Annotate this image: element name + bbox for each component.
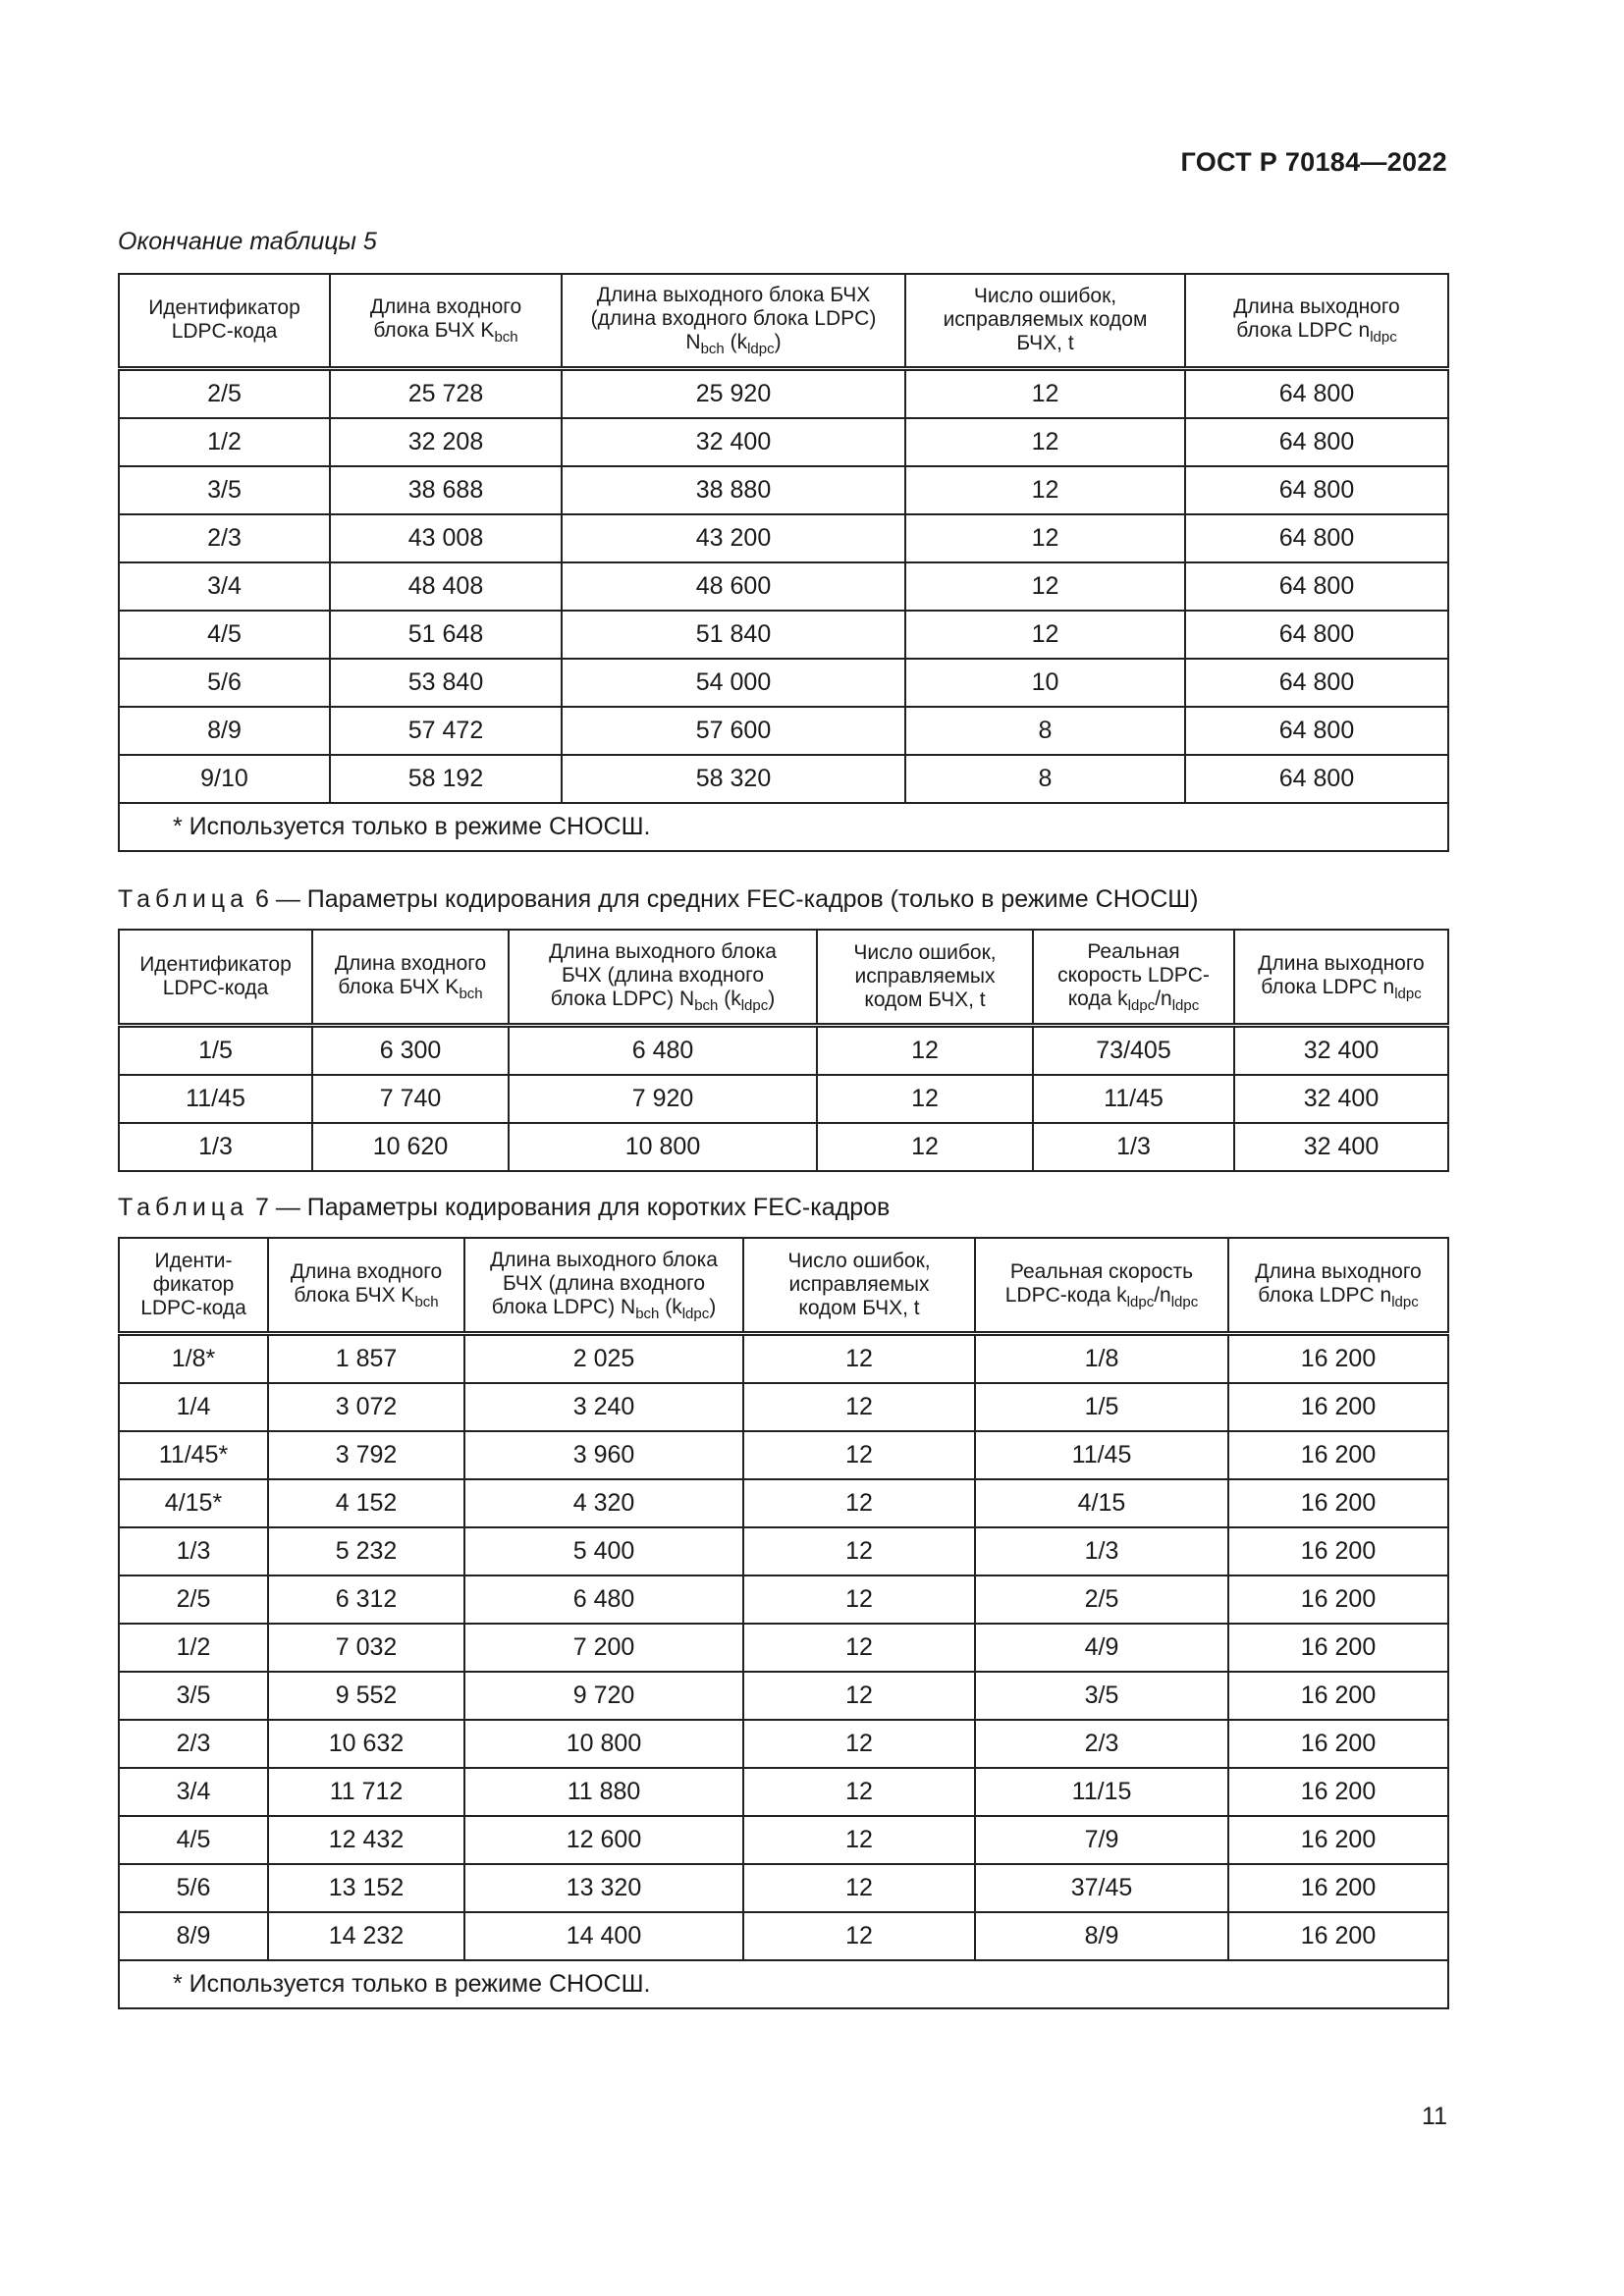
table6-header-errors: Число ошибок, исправляемых кодом БЧХ, t (817, 930, 1033, 1025)
table-cell: 8 (905, 755, 1185, 803)
table-cell: 12 (905, 466, 1185, 514)
table-cell: 16 200 (1228, 1624, 1448, 1672)
table-cell: 16 200 (1228, 1431, 1448, 1479)
table-cell: 12 (743, 1768, 975, 1816)
table-cell: 7 200 (464, 1624, 743, 1672)
table-cell: 64 800 (1185, 368, 1448, 418)
table-cell: 51 840 (562, 611, 905, 659)
table6 (118, 929, 1449, 1172)
table-cell: 10 800 (509, 1123, 817, 1171)
table-cell: 6 480 (509, 1025, 817, 1075)
table-cell: 32 400 (562, 418, 905, 466)
table-cell: 1/3 (1033, 1123, 1234, 1171)
table-cell: 64 800 (1185, 707, 1448, 755)
table-cell: 3 960 (464, 1431, 743, 1479)
table-cell: 2/3 (119, 1720, 268, 1768)
table-cell: 16 200 (1228, 1333, 1448, 1383)
table-cell: 16 200 (1228, 1912, 1448, 1960)
table7-note-row (119, 1960, 1448, 2008)
table-cell: 12 (905, 368, 1185, 418)
table7-footnote: * Используется только в режиме СНОСШ. (119, 1960, 1448, 2008)
table-cell: 4/9 (975, 1624, 1228, 1672)
table-row (119, 707, 1448, 755)
table-cell: 32 400 (1234, 1075, 1448, 1123)
table-cell: 12 (817, 1123, 1033, 1171)
table-cell: 64 800 (1185, 562, 1448, 611)
table-cell: 1 857 (268, 1333, 464, 1383)
table-row (119, 562, 1448, 611)
table-cell: 11/45 (119, 1075, 312, 1123)
table-cell: 58 192 (330, 755, 562, 803)
table6-header-row (119, 930, 1448, 1025)
table-cell: 12 (743, 1383, 975, 1431)
table6-header-ldpc-rate: Реальная скорость LDPC- кода $k_{ldpc}/n_{ldpc}$ (1033, 930, 1234, 1025)
table-cell: 2/3 (975, 1720, 1228, 1768)
table-cell: 1/3 (119, 1527, 268, 1575)
table-row (119, 514, 1448, 562)
table-cell: 12 (905, 418, 1185, 466)
table-cell: 57 472 (330, 707, 562, 755)
table-cell: 12 600 (464, 1816, 743, 1864)
table-row (119, 368, 1448, 418)
table-cell: 9/10 (119, 755, 330, 803)
table-cell: 1/4 (119, 1383, 268, 1431)
table-cell: 64 800 (1185, 514, 1448, 562)
table-cell: 37/45 (975, 1864, 1228, 1912)
table5-footnote: * Используется только в режиме СНОСШ. (119, 803, 1448, 851)
table-row (119, 611, 1448, 659)
table-cell: 12 (743, 1624, 975, 1672)
table-cell: 14 232 (268, 1912, 464, 1960)
table-cell: 5/6 (119, 1864, 268, 1912)
table-cell: 11/45 (975, 1431, 1228, 1479)
table-cell: 12 (743, 1816, 975, 1864)
table5-continuation-caption: Окончание таблицы 5 (118, 228, 377, 255)
table7-header-ldpc-rate: Реальная скорость LDPC-кода $k_{ldpc}/n_{ldpc}$ (975, 1238, 1228, 1333)
table-row (119, 1720, 1448, 1768)
table-cell: 8 (905, 707, 1185, 755)
table-cell: 3/4 (119, 1768, 268, 1816)
table-cell: 5/6 (119, 659, 330, 707)
table-cell: 1/8 (975, 1333, 1228, 1383)
table-cell: 12 (743, 1431, 975, 1479)
table-row (119, 1123, 1448, 1171)
table-cell: 5 400 (464, 1527, 743, 1575)
table-row (119, 659, 1448, 707)
table-cell: 12 432 (268, 1816, 464, 1864)
table-row (119, 466, 1448, 514)
table-row (119, 1624, 1448, 1672)
table-cell: 38 880 (562, 466, 905, 514)
table-cell: 14 400 (464, 1912, 743, 1960)
table5-header-row (119, 274, 1448, 368)
table-cell: 10 800 (464, 1720, 743, 1768)
table-cell: 8/9 (119, 1912, 268, 1960)
table-cell: 32 400 (1234, 1025, 1448, 1075)
table6-caption-text: 6 — Параметры кодирования для средних FEC-кадров (только в режиме СНОСШ) (254, 885, 1199, 913)
table-cell: 2/5 (975, 1575, 1228, 1624)
table-cell: 1/2 (119, 418, 330, 466)
table-row (119, 1816, 1448, 1864)
table5-header-ldpc-output: Длина выходного блока LDPC $n_{ldpc}$ (1185, 274, 1448, 368)
table-cell: 12 (905, 514, 1185, 562)
table-row (119, 1479, 1448, 1527)
table-cell: 3/5 (119, 1672, 268, 1720)
table7 (118, 1237, 1449, 2009)
table-cell: 10 620 (312, 1123, 509, 1171)
table-row (119, 1864, 1448, 1912)
table-cell: 7 920 (509, 1075, 817, 1123)
table-cell: 7 032 (268, 1624, 464, 1672)
table-cell: 7/9 (975, 1816, 1228, 1864)
table-row (119, 1075, 1448, 1123)
table-cell: 9 552 (268, 1672, 464, 1720)
table-cell: 6 300 (312, 1025, 509, 1075)
table5-header-bch-input: Длина входного блока БЧХ $K_{bch}$ (330, 274, 562, 368)
table-cell: 3 072 (268, 1383, 464, 1431)
table-cell: 3 240 (464, 1383, 743, 1431)
table-cell: 12 (743, 1864, 975, 1912)
page-number: 11 (1422, 2103, 1447, 2130)
table-row (119, 1912, 1448, 1960)
table-cell: 1/8* (119, 1333, 268, 1383)
table-cell: 57 600 (562, 707, 905, 755)
table-cell: 12 (743, 1575, 975, 1624)
table-cell: 2/5 (119, 368, 330, 418)
table-cell: 16 200 (1228, 1672, 1448, 1720)
table-cell: 8/9 (119, 707, 330, 755)
table-cell: 2/3 (119, 514, 330, 562)
table-cell: 4 320 (464, 1479, 743, 1527)
table-cell: 64 800 (1185, 418, 1448, 466)
table-row (119, 1025, 1448, 1075)
table-cell: 12 (905, 562, 1185, 611)
table-cell: 1/5 (975, 1383, 1228, 1431)
table-cell: 11 880 (464, 1768, 743, 1816)
table-cell: 3/5 (119, 466, 330, 514)
table-cell: 6 312 (268, 1575, 464, 1624)
table-cell: 51 648 (330, 611, 562, 659)
table-row (119, 1431, 1448, 1479)
table6-header-bch-output: Длина выходного блока БЧХ (длина входного блока LDPC) $N_{bch}$ $(k_{ldpc})$ (509, 930, 817, 1025)
table-cell: 48 408 (330, 562, 562, 611)
table-row (119, 755, 1448, 803)
table-cell: 12 (743, 1479, 975, 1527)
table-cell: 43 200 (562, 514, 905, 562)
table7-caption (118, 1194, 890, 1222)
table-cell: 10 (905, 659, 1185, 707)
table-cell: 12 (743, 1672, 975, 1720)
table-cell: 11/45 (1033, 1075, 1234, 1123)
table-cell: 11 712 (268, 1768, 464, 1816)
table-cell: 64 800 (1185, 755, 1448, 803)
table-cell: 16 200 (1228, 1768, 1448, 1816)
table-cell: 12 (743, 1912, 975, 1960)
table-cell: 64 800 (1185, 659, 1448, 707)
table5-note-row (119, 803, 1448, 851)
table-cell: 32 208 (330, 418, 562, 466)
table-cell: 3/4 (119, 562, 330, 611)
table-cell: 3 792 (268, 1431, 464, 1479)
table-cell: 64 800 (1185, 466, 1448, 514)
table-cell: 43 008 (330, 514, 562, 562)
table-row (119, 1333, 1448, 1383)
table-cell: 64 800 (1185, 611, 1448, 659)
table-cell: 1/3 (975, 1527, 1228, 1575)
table-cell: 53 840 (330, 659, 562, 707)
table7-header-ldpc-id: Иденти- фикатор LDPC-кода (119, 1238, 268, 1333)
table-cell: 58 320 (562, 755, 905, 803)
table-row (119, 1768, 1448, 1816)
table-cell: 16 200 (1228, 1816, 1448, 1864)
table-cell: 12 (743, 1333, 975, 1383)
table-cell: 4/5 (119, 611, 330, 659)
table-row (119, 1527, 1448, 1575)
table-cell: 16 200 (1228, 1527, 1448, 1575)
table-cell: 16 200 (1228, 1864, 1448, 1912)
document-id: ГОСТ Р 70184—2022 (1180, 147, 1447, 177)
table-cell: 38 688 (330, 466, 562, 514)
table-cell: 48 600 (562, 562, 905, 611)
table-cell: 7 740 (312, 1075, 509, 1123)
table-cell: 13 152 (268, 1864, 464, 1912)
table7-header-errors: Число ошибок, исправляемых кодом БЧХ, t (743, 1238, 975, 1333)
table-cell: 16 200 (1228, 1575, 1448, 1624)
table-cell: 2 025 (464, 1333, 743, 1383)
table-row (119, 418, 1448, 466)
table-cell: 4 152 (268, 1479, 464, 1527)
table-cell: 10 632 (268, 1720, 464, 1768)
table-cell: 12 (743, 1527, 975, 1575)
table-cell: 6 480 (464, 1575, 743, 1624)
table-cell: 11/45* (119, 1431, 268, 1479)
table-row (119, 1672, 1448, 1720)
table-cell: 12 (817, 1075, 1033, 1123)
table5 (118, 273, 1449, 852)
table-cell: 1/3 (119, 1123, 312, 1171)
table-cell: 13 320 (464, 1864, 743, 1912)
table7-caption-label: Таблица (118, 1194, 249, 1221)
table-cell: 16 200 (1228, 1479, 1448, 1527)
table6-header-ldpc-output: Длина выходного блока LDPC $n_{ldpc}$ (1234, 930, 1448, 1025)
table-cell: 1/2 (119, 1624, 268, 1672)
table-cell: 8/9 (975, 1912, 1228, 1960)
table6-header-ldpc-id: Идентификатор LDPC-кода (119, 930, 312, 1025)
table-cell: 9 720 (464, 1672, 743, 1720)
table7-caption-text: 7 — Параметры кодирования для коротких FEC-кадров (254, 1194, 891, 1221)
table-cell: 16 200 (1228, 1383, 1448, 1431)
table-cell: 25 920 (562, 368, 905, 418)
table-cell: 4/5 (119, 1816, 268, 1864)
table-cell: 4/15* (119, 1479, 268, 1527)
table-cell: 4/15 (975, 1479, 1228, 1527)
table-cell: 11/15 (975, 1768, 1228, 1816)
table-cell: 16 200 (1228, 1720, 1448, 1768)
table-cell: 25 728 (330, 368, 562, 418)
table-cell: 73/405 (1033, 1025, 1234, 1075)
table-cell: 54 000 (562, 659, 905, 707)
table-cell: 32 400 (1234, 1123, 1448, 1171)
table-cell: 3/5 (975, 1672, 1228, 1720)
table7-header-ldpc-output: Длина выходного блока LDPC $n_{ldpc}$ (1228, 1238, 1448, 1333)
table7-header-bch-output: Длина выходного блока БЧХ (длина входного блока LDPC) $N_{bch}$ $(k_{ldpc})$ (464, 1238, 743, 1333)
table5-header-bch-output: Длина выходного блока БЧХ (длина входного блока LDPC) $N_{bch}$ $(k_{ldpc})$ (562, 274, 905, 368)
table-cell: 2/5 (119, 1575, 268, 1624)
table-row (119, 1383, 1448, 1431)
table7-header-row (119, 1238, 1448, 1333)
table-cell: 1/5 (119, 1025, 312, 1075)
table7-header-bch-input: Длина входного блока БЧХ $K_{bch}$ (268, 1238, 464, 1333)
table5-header-errors: Число ошибок, исправляемых кодом БЧХ, t (905, 274, 1185, 368)
table-cell: 12 (817, 1025, 1033, 1075)
table6-header-bch-input: Длина входного блока БЧХ $K_{bch}$ (312, 930, 509, 1025)
table-cell: 12 (743, 1720, 975, 1768)
table-row (119, 1575, 1448, 1624)
table5-header-ldpc-id: Идентификатор LDPC-кода (119, 274, 330, 368)
table6-caption (118, 885, 1199, 914)
table-cell: 5 232 (268, 1527, 464, 1575)
table6-caption-label: Таблица (118, 885, 249, 913)
table-cell: 12 (905, 611, 1185, 659)
